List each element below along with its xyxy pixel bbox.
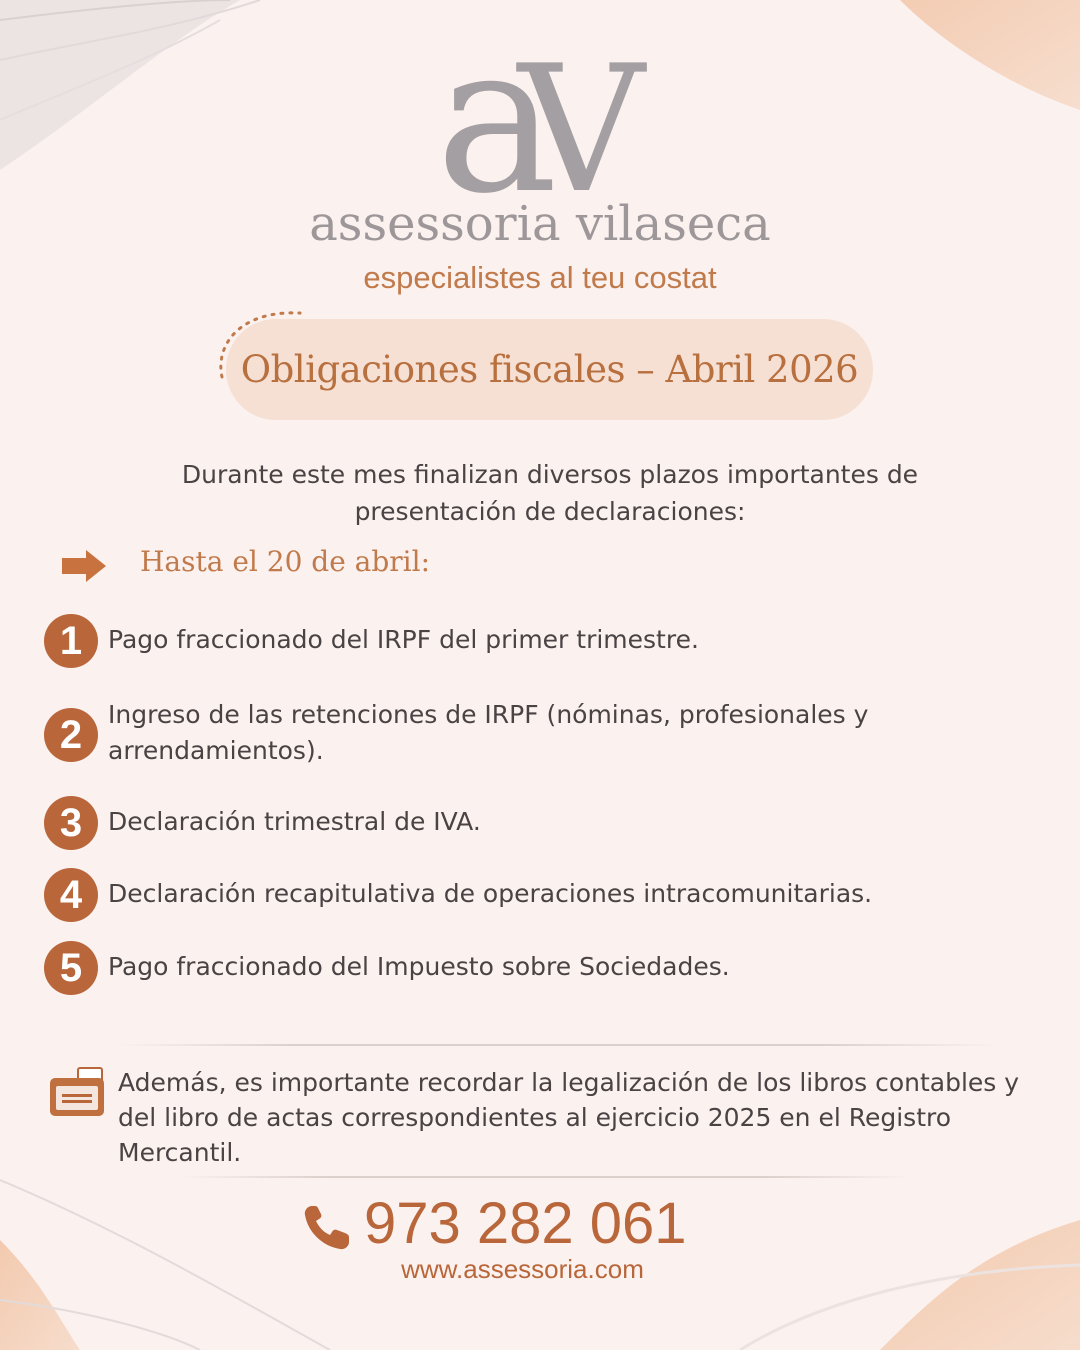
list-item-text: Declaración trimestral de IVA. (108, 807, 481, 836)
logo-company-name: assessoria vilaseca (309, 196, 771, 252)
note-text: Además, es importante recordar la legalización de los libros contables y del libro de actas correspondientes al ejercicio 2025 en el Registro Mercantil. (118, 1068, 1020, 1167)
number-badge: 1 (44, 614, 98, 668)
number-badge: 2 (44, 708, 98, 762)
number-badge: 5 (44, 941, 98, 995)
intro-text: Durante este mes finalizan diversos plazos importantes de presentación de declaraciones: (181, 460, 919, 526)
divider (180, 1176, 910, 1178)
list-item-text: Declaración recapitulativa de operaciones intracomunitarias. (108, 879, 873, 908)
list-item-text: Pago fraccionado del IRPF del primer trimestre. (108, 625, 699, 654)
title-banner (226, 319, 873, 420)
website-link[interactable]: www.assessoria.com (401, 1254, 644, 1284)
logo-monogram-a: a (435, 1, 528, 239)
phone-icon (302, 1202, 356, 1252)
divider (118, 1044, 998, 1046)
logo-tagline: especialistes al teu costat (363, 260, 717, 295)
number-badge: 4 (44, 868, 98, 922)
section-heading: Hasta el 20 de abril: (140, 545, 431, 578)
page-title: Obligaciones fiscales – Abril 2026 (240, 348, 859, 391)
file-cabinet-icon (48, 1066, 108, 1120)
number-badge: 3 (44, 796, 98, 850)
logo-monogram-v: V (517, 29, 645, 232)
arrow-right-icon (58, 548, 110, 584)
phone-number[interactable]: 973 282 061 (364, 1191, 687, 1256)
list-item-text: Pago fraccionado del Impuesto sobre Sociedades. (108, 952, 730, 981)
list-item-text: Ingreso de las retenciones de IRPF (nóminas, profesionales y arrendamientos). (108, 700, 869, 765)
